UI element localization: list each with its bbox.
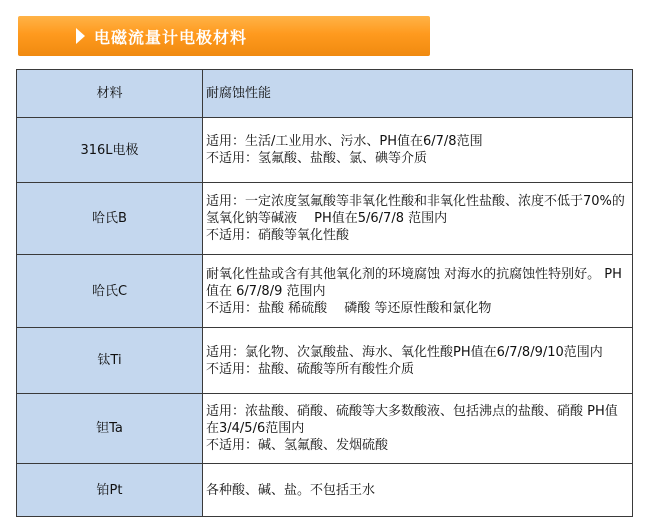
property-line: 适用：浓盐酸、硝酸、硫酸等大多数酸液、包括沸点的盐酸、硝酸 PH值在3/4/5/6范围内: [206, 404, 618, 436]
section-title-banner: [18, 16, 430, 56]
property-line: 不适用：硝酸等氧化性酸: [206, 228, 350, 243]
property-cell: [203, 255, 633, 328]
table-row: [17, 328, 633, 394]
property-line: 不适用：盐酸、硫酸等所有酸性介质: [206, 361, 415, 377]
material-cell: 316L电极: [17, 118, 203, 183]
property-cell: [203, 328, 633, 394]
material-cell: 铂Pt: [17, 464, 203, 517]
property-cell: [203, 464, 633, 517]
material-cell: 钽Ta: [17, 394, 203, 464]
property-cell: [203, 183, 633, 255]
property-line: 适用：氯化物、次氯酸盐、海水、氧化性酸PH值在6/7/8/9/10范围内: [206, 344, 603, 360]
header-property: 耐腐蚀性能: [203, 70, 633, 118]
table-row: [17, 394, 633, 464]
property-cell: [203, 394, 633, 464]
table-row: [17, 118, 633, 183]
table-row: [17, 255, 633, 328]
property-line: 不适用：盐酸 稀硫酸 磷酸 等还原性酸和氯化物: [206, 300, 492, 316]
table-row: [17, 183, 633, 255]
property-cell: [203, 118, 633, 183]
property-line: 耐氧化性盐或含有其他氧化剂的环境腐蚀 对海水的抗腐蚀性特别好。 PH值在 6/7/8/9 范围内: [206, 266, 622, 299]
property-line: 适用：生活/工业用水、污水、PH值在6/7/8范围: [206, 134, 483, 149]
header-material: 材料: [17, 70, 203, 118]
property-line: 适用：一定浓度氢氟酸等非氧化性酸和非氧化性盐酸、浓度不低于70%的氢氧化钠等碱液 PH值在5/6/7/8 范围内: [206, 194, 625, 226]
material-cell: 哈氏B: [17, 183, 203, 255]
material-cell: 钛Ti: [17, 328, 203, 394]
property-line: 各种酸、碱、盐。不包括王水: [206, 482, 376, 498]
property-line: 不适用：碱、氢氟酸、发烟硫酸: [206, 438, 389, 453]
arrow-right-icon: [76, 28, 85, 44]
electrode-material-table: [16, 69, 633, 517]
table-row: [17, 464, 633, 517]
section-title: 电磁流量计电极材料: [94, 28, 248, 47]
property-line: 不适用：氢氟酸、盐酸、氯、碘等介质: [206, 151, 428, 166]
material-cell: 哈氏C: [17, 255, 203, 328]
table-header-row: [17, 70, 633, 118]
